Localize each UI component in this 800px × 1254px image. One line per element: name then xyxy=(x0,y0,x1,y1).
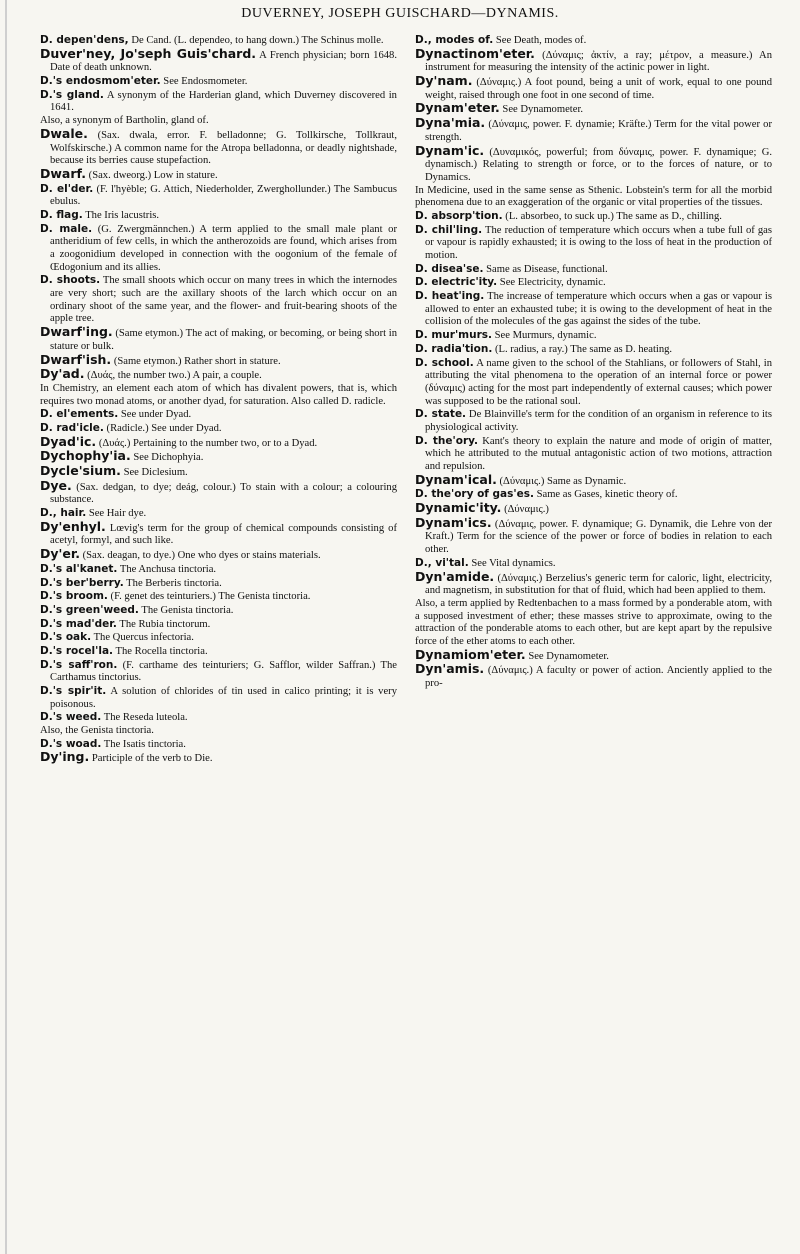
dictionary-entry xyxy=(40,631,397,645)
entry-headword: Dynam'eter. xyxy=(415,100,500,116)
entry-headword: D.'s ber'berry. xyxy=(40,576,124,589)
dictionary-entry xyxy=(40,351,397,369)
entry-headword: D. depen'dens, xyxy=(40,34,129,46)
entry-headword: Dynamic'ity. xyxy=(415,500,502,516)
entry-definition: (F. l'hyèble; G. Attich, Niederholder, Zwerghollunder.) The Sambucus ebulus. xyxy=(50,183,397,208)
dictionary-entry xyxy=(40,477,397,507)
entry-headword: Dynam'ic. xyxy=(415,142,485,158)
dictionary-entry xyxy=(40,274,397,326)
entry-definition: The Genista tinctoria. xyxy=(138,604,234,616)
entry-definition: See Dynamometer. xyxy=(499,104,584,116)
entry-headword: D. male. xyxy=(40,222,93,235)
entry-headword: Dy'ad. xyxy=(40,366,85,382)
dictionary-entry xyxy=(40,738,397,752)
entry-headword: D. the'ory of gas'es. xyxy=(415,488,534,501)
entry-definition: See Dichophyia. xyxy=(130,452,204,464)
entry-headword: Dyna'mia. xyxy=(415,115,486,131)
entry-definition: (Sax. deagan, to dye.) One who dyes or stains materials. xyxy=(79,550,321,562)
entry-definition: (Radicle.) See under Dyad. xyxy=(103,422,222,434)
entry-paragraph xyxy=(415,185,772,210)
entry-definition: Same as Disease, functional. xyxy=(483,263,608,275)
entry-definition: A name given to the school of the Stahlians, or followers of Stahl, in attributing the vital phenomena to the operation of an internal force or power (δύναμις) acting for the most part independently of external causes; which power was supposed to be the rational soul. xyxy=(425,357,772,407)
entry-headword: Dynamiom'eter. xyxy=(415,646,526,662)
entry-definition: (G. Zwergmännchen.) A term applied to the small male plant or antheridium of few cells, in which the antherozoids are found, which arises from a zoogonidium developed in connection with the oogonium of the female of Œdogonium and its allies. xyxy=(50,223,397,273)
entry-headword: Dwarf'ish. xyxy=(40,351,112,367)
entry-definition: The Anchusa tinctoria. xyxy=(117,563,217,575)
dictionary-entry xyxy=(40,618,397,632)
entry-headword: D. rad'icle. xyxy=(40,421,104,434)
dictionary-entry xyxy=(415,75,772,102)
entry-definition: The increase of temperature which occurs when a gas or vapour is allowed to enter an exhausted tube; it is owing to the development of heat in the collision of the molecules of the gas against the sides of the tube. xyxy=(425,291,772,328)
entry-headword: D. the'ory. xyxy=(415,434,479,447)
entry-definition: The small shoots which occur on many trees in which the internodes are very short; such are the axillary shoots of the larch which occur on an ordinary shoot of the same year, and the flower- and fruit-bearing shoots of the apple tree. xyxy=(50,275,397,325)
entry-headword: D.'s gland. xyxy=(40,88,104,101)
dictionary-entry xyxy=(40,326,397,353)
dictionary-entry xyxy=(415,290,772,329)
entry-headword: Dy'er. xyxy=(40,546,80,562)
entry-definition: De Blainville's term for the condition of an organism in reference to its physiological activity. xyxy=(425,409,772,433)
left-column xyxy=(40,34,397,766)
entry-headword: D.'s broom. xyxy=(40,590,108,603)
entry-headword: D. radia'tion. xyxy=(415,342,493,355)
entry-definition: The Quercus infectoria. xyxy=(91,632,194,644)
dictionary-entry xyxy=(415,210,772,224)
dictionary-entry xyxy=(40,209,397,223)
dictionary-entry xyxy=(415,142,772,185)
entry-definition: See Electricity, dynamic. xyxy=(497,277,606,289)
dictionary-entry xyxy=(40,563,397,577)
running-header: DUVERNEY, JOSEPH GUISCHARD—DYNAMIS. xyxy=(241,6,559,21)
dictionary-entry xyxy=(40,577,397,591)
dictionary-entry xyxy=(415,276,772,290)
entry-definition: See Vital dynamics. xyxy=(468,557,556,569)
dictionary-entry xyxy=(40,183,397,209)
dictionary-entry xyxy=(40,604,397,618)
entry-headword: D.'s rocel'la. xyxy=(40,644,114,657)
entry-headword: D. flag. xyxy=(40,208,83,221)
entry-headword: Dwarf. xyxy=(40,165,87,181)
dictionary-entry xyxy=(415,435,772,474)
page-edge-shadow xyxy=(5,0,7,1254)
entry-headword: D.'s mad'der. xyxy=(40,617,117,630)
entry-definition: Also, a term applied by Redtenbachen to a mass formed by a ponderable atom, with a supposed investment of ether; these masses strive to approximate, owing to the attraction of the ponderable atoms to each other, but are kept apart by the repulsive force of the ether atoms to each other. xyxy=(415,597,772,647)
entry-headword: D.'s spir'it. xyxy=(40,685,107,697)
entry-definition: Kant's theory to explain the nature and mode of origin of matter, which he attributed to the mutual antagonistic action of two motions, attraction and repulsion. xyxy=(425,435,773,472)
dictionary-entry xyxy=(40,548,397,563)
entry-headword: D.'s woad. xyxy=(40,737,102,750)
entry-headword: Dynactinom'eter. xyxy=(415,45,535,61)
entry-headword: Duver'ney, Jo'seph Guis'chard. xyxy=(40,45,257,61)
dictionary-entry xyxy=(415,45,772,75)
entry-definition: (Same etymon.) The act of making, or becoming, or being short in stature or bulk. xyxy=(50,328,397,352)
entry-headword: Dy'enhyl. xyxy=(40,518,106,534)
entry-definition: Lœvig's term for the group of chemical compounds consisting of acetyl, formyl, and such like. xyxy=(50,522,397,547)
entry-headword: D. absorp'tion. xyxy=(415,209,503,222)
entry-headword: D. state. xyxy=(415,408,467,421)
entry-headword: D. disea'se. xyxy=(415,262,484,275)
entry-headword: D.'s al'kanet. xyxy=(40,562,118,575)
dictionary-entry xyxy=(40,89,397,115)
entry-definition: De Cand. (L. dependeo, to hang down.) The Schinus molle. xyxy=(128,35,384,46)
entry-headword: D. el'der. xyxy=(40,182,94,195)
dictionary-entry xyxy=(40,465,397,480)
entry-definition: In Chemistry, an element each atom of which has divalent powers, that is, which requires two monad atoms, or another dyad, for saturation. Also called D. radicle. xyxy=(40,382,397,407)
dictionary-entry xyxy=(415,343,772,357)
dictionary-entry xyxy=(40,408,397,422)
entry-definition: The reduction of temperature which occurs when a tube full of gas or vapour is rapidly exhausted; it is owing to the loss of heat in the production of motion. xyxy=(425,224,773,261)
dictionary-entry xyxy=(40,645,397,659)
entry-headword: D. heat'ing. xyxy=(415,290,485,303)
entry-definition: (L. absorbeo, to suck up.) The same as D., chilling. xyxy=(502,210,722,222)
entry-headword: D.'s oak. xyxy=(40,631,92,644)
entry-definition: (Δύναμις; ἀκτίν, a ray; μέτρον, a measure.) An instrument for measuring the intensity of the actinic power in light. xyxy=(425,49,772,74)
entry-definition: See Diclesium. xyxy=(120,467,188,478)
right-column xyxy=(415,34,772,691)
entry-headword: D. school. xyxy=(415,356,474,369)
dictionary-entry xyxy=(40,223,397,275)
dictionary-entry xyxy=(415,263,772,277)
dictionary-entry xyxy=(40,75,397,89)
entry-definition: A solution of chlorides of tin used in calico printing; it is very poisonous. xyxy=(50,686,397,710)
entry-headword: D.'s endosmom'eter. xyxy=(40,75,161,88)
entry-definition: (Sax. dedgan, to dye; deág, colour.) To stain with a colour; a colouring substance. xyxy=(50,481,397,506)
dictionary-entry xyxy=(415,408,772,434)
entry-definition: See Death, modes of. xyxy=(493,35,587,46)
entry-definition: See under Dyad. xyxy=(118,409,192,421)
entry-definition: See Dynamometer. xyxy=(525,650,609,662)
entry-definition: See Murmurs, dynamic. xyxy=(492,330,597,342)
entry-definition: (F. genet des teinturiers.) The Genista tinctoria. xyxy=(107,591,311,603)
entry-headword: D. shoots. xyxy=(40,274,101,287)
entry-headword: Dye. xyxy=(40,477,72,493)
dictionary-entry xyxy=(40,45,397,75)
entry-definition: (Δύναμις.) Same as Dynamic. xyxy=(496,475,627,487)
entry-definition: (Same etymon.) Rather short in stature. xyxy=(111,355,281,367)
entry-definition: (Sax. dweorg.) Low in stature. xyxy=(86,169,218,181)
entry-definition: (L. radius, a ray.) The same as D. heating. xyxy=(492,343,673,355)
dictionary-entry xyxy=(415,357,772,409)
entry-headword: Dy'nam. xyxy=(415,73,473,89)
entry-headword: Dyn'amis. xyxy=(415,661,485,677)
entry-headword: Dyad'ic. xyxy=(40,433,97,449)
entry-paragraph xyxy=(40,725,397,738)
entry-headword: D.'s weed. xyxy=(40,711,102,724)
entry-headword: Dycle'sium. xyxy=(40,463,121,478)
entry-definition: Also, a synonym of Bartholin, gland of. xyxy=(40,115,209,127)
dictionary-entry xyxy=(40,590,397,604)
entry-definition: (Δύναμις.) A foot pound, being a unit of work, equal to one pound weight, raised through one foot in one second of time. xyxy=(425,77,772,101)
dictionary-entry xyxy=(40,685,397,711)
entry-headword: Dynam'ical. xyxy=(415,471,497,487)
entry-definition: Participle of the verb to Die. xyxy=(89,753,213,765)
entry-definition: (F. carthame des teinturiers; G. Safflor, wilder Saffran.) The Carthamus tinctorius. xyxy=(50,659,397,684)
entry-headword: Dynam'ics. xyxy=(415,514,492,530)
entry-definition: (Δύναμις, power. F. dynamique; G. Dynamik, die Lehre von der Kraft.) Term for the science of the power or force of bodies in relation to each other. xyxy=(425,518,772,556)
entry-definition: In Medicine, used in the same sense as Sthenic. Lobstein's term for all the morbid phenomena due to an exaggeration of the organic or vital properties of the tissues. xyxy=(415,184,772,209)
dictionary-entry xyxy=(40,165,397,183)
entry-headword: D., hair. xyxy=(40,507,87,520)
dictionary-entry xyxy=(415,329,772,343)
dictionary-entry xyxy=(40,368,397,383)
dictionary-entry xyxy=(415,224,772,263)
entry-headword: D. mur'murs. xyxy=(415,329,493,342)
entry-definition: (Δυναμικός, powerful; from δύναμις, power. F. dynamique; G. dynamisch.) Relating to strength or force, or to the forces of nature, or to Dynamics. xyxy=(425,146,772,183)
entry-definition: (Sax. dwala, error. F. belladonne; G. Tollkirsche, Tollkraut, Wolfskirsche.) A common name for the Atropa belladonna, or deadly nightshade, because its berries cause stupefaction. xyxy=(50,129,397,167)
entry-headword: D.'s saff'ron. xyxy=(40,658,118,671)
dictionary-entry xyxy=(415,117,772,144)
entry-headword: Dychophy'ia. xyxy=(40,448,131,464)
entry-definition: See Endosmometer. xyxy=(160,76,248,88)
dictionary-entry xyxy=(40,751,397,766)
entry-headword: D., vi'tal. xyxy=(415,556,469,569)
entry-headword: Dwarf'ing. xyxy=(40,324,113,340)
entry-definition: (Δυάς.) Pertaining to the number two, or to a Dyad. xyxy=(96,437,318,449)
dictionary-entry xyxy=(40,518,397,548)
entry-headword: D.'s green'weed. xyxy=(40,603,139,616)
entry-headword: D. el'ements. xyxy=(40,408,119,421)
entry-definition: The Berberis tinctoria. xyxy=(123,577,222,589)
entry-definition: (Δύναμις.) xyxy=(501,504,549,516)
entry-headword: D. chil'ling. xyxy=(415,223,483,236)
dictionary-entry xyxy=(415,663,772,690)
dictionary-entry xyxy=(415,514,772,557)
entry-definition: A synonym of the Harderian gland, which Duverney discovered in 1641. xyxy=(50,89,397,114)
dictionary-entry xyxy=(40,125,397,168)
entry-definition: See Hair dye. xyxy=(86,508,147,520)
entry-definition: The Reseda luteola. xyxy=(101,712,188,724)
dictionary-entry xyxy=(40,711,397,725)
entry-headword: D. electric'ity. xyxy=(415,276,498,289)
entry-headword: Dy'ing. xyxy=(40,749,90,765)
entry-headword: Dwale. xyxy=(40,125,88,141)
dictionary-entry xyxy=(415,568,772,598)
entry-definition: (Δύναμις.) Berzelius's generic term for caloric, light, electricity, and magnetism, in substitution for that of fluid, which had been applied to them. xyxy=(425,572,772,597)
entry-paragraph xyxy=(415,598,772,649)
dictionary-entry xyxy=(415,471,772,489)
entry-definition: (Δύναμις, power. F. dynamie; Kräfte.) Term for the vital power or strength. xyxy=(425,119,772,143)
entry-headword: Dyn'amide. xyxy=(415,568,495,584)
entry-definition: The Rubia tinctorum. xyxy=(116,618,211,630)
dictionary-entry xyxy=(40,659,397,685)
entry-definition: (Δυάς, the number two.) A pair, a couple. xyxy=(84,370,262,382)
entry-definition: The Isatis tinctoria. xyxy=(101,738,186,750)
entry-definition: (Δύναμις.) A faculty or power of action. Anciently applied to the pro- xyxy=(425,665,772,689)
entry-paragraph xyxy=(40,383,397,408)
entry-definition: A French physician; born 1648. Date of death unknown. xyxy=(50,49,397,74)
entry-definition: Also, the Genista tinctoria. xyxy=(40,725,154,737)
entry-paragraph xyxy=(40,115,397,128)
entry-definition: The Iris lacustris. xyxy=(82,209,160,221)
entry-headword: D., modes of. xyxy=(415,34,494,46)
entry-definition: Same as Gases, kinetic theory of. xyxy=(533,489,678,501)
entry-definition: The Rocella tinctoria. xyxy=(113,645,208,657)
